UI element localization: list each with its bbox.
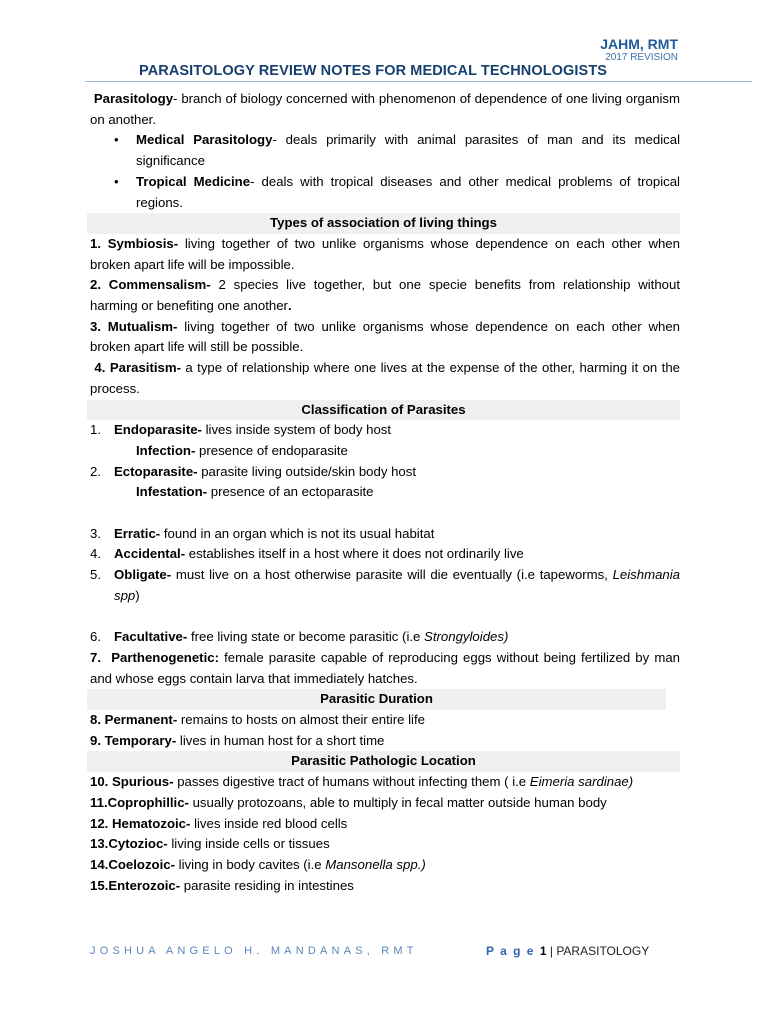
- term: Erratic-: [114, 525, 161, 541]
- definition: presence of endoparasite: [195, 442, 348, 458]
- header-author: JAHM, RMT: [600, 36, 678, 52]
- sub-item: [90, 482, 680, 503]
- list-item: [90, 834, 680, 855]
- term: 1. Symbiosis-: [90, 235, 179, 251]
- definition: passes digestive tract of humans without infecting them ( i.e: [173, 774, 530, 790]
- section-heading: Parasitic Pathologic Location: [87, 751, 680, 772]
- definition: lives inside system of body host: [201, 422, 392, 438]
- spacer: [90, 503, 680, 524]
- term: Infestation-: [136, 484, 208, 500]
- item-number: 1.: [90, 422, 101, 438]
- footer-author: JOSHUA ANGELO H. MANDANAS, RMT: [90, 945, 418, 957]
- definition: found in an organ which is not its usual habitat: [160, 525, 435, 541]
- definition: usually protozoans, able to multiply in fecal matter outside human body: [188, 794, 607, 810]
- definition: free living state or become parasitic (i.e: [187, 629, 425, 645]
- definition: - deals with tropical diseases and other medical problems of tropical regions.: [136, 173, 680, 210]
- term: 10. Spurious-: [90, 774, 174, 790]
- term: Obligate-: [114, 567, 172, 583]
- term: Ectoparasite-: [114, 463, 198, 479]
- bullet-icon: •: [114, 173, 119, 189]
- sub-item: [90, 441, 680, 462]
- definition: presence of an ectoparasite: [207, 484, 374, 500]
- list-item: [90, 172, 680, 213]
- page-label: [486, 944, 547, 958]
- term: 4. Parasitism-: [90, 360, 181, 376]
- term: 11.Coprophillic-: [90, 794, 189, 810]
- list-item: [90, 544, 680, 565]
- list-item: [90, 565, 680, 606]
- term: Facultative-: [114, 629, 188, 645]
- term: 8. Permanent-: [90, 712, 178, 728]
- list-item: [90, 814, 680, 835]
- document-body: [90, 89, 680, 896]
- definition: parasite living outside/skin body host: [197, 463, 417, 479]
- item-number: 5.: [90, 567, 101, 583]
- page-number: 1: [539, 944, 547, 958]
- header-rule: [85, 81, 752, 82]
- item-number: 3.: [90, 525, 101, 541]
- term: 13.Cytozioc-: [90, 836, 168, 852]
- list-item: [90, 731, 680, 752]
- definition: 2 species live together, but one specie benefits from relationship without harming or benefiting one another: [90, 277, 681, 314]
- term: Accidental-: [114, 546, 186, 562]
- term: 2. Commensalism-: [90, 277, 211, 293]
- term: Parasitology: [93, 91, 174, 106]
- list-item: [90, 317, 680, 358]
- definition: female parasite capable of reproducing eggs without being fertilized by man and whose eggs contain larva that immediately hatches.: [90, 649, 680, 686]
- closing-paren: ): [135, 587, 140, 603]
- list-item: [90, 130, 680, 171]
- definition: parasite residing in intestines: [180, 877, 354, 893]
- section-heading: Parasitic Duration: [87, 689, 666, 710]
- list-item: [90, 524, 680, 545]
- item-number: 4.: [90, 546, 101, 562]
- definition: living in body cavites (i.e: [175, 856, 326, 872]
- period: .: [287, 298, 292, 314]
- definition: lives in human host for a short time: [176, 732, 385, 748]
- bullet-icon: •: [114, 132, 119, 148]
- definition: - branch of biology concerned with phenomenon of dependence of one living organism on another.: [90, 91, 681, 127]
- intro-paragraph: [90, 89, 680, 130]
- section-heading: Types of association of living things: [87, 213, 680, 234]
- definition: must live on a host otherwise parasite will die eventually (i.e tapeworms,: [171, 567, 608, 583]
- definition: living together of two unlike organisms whose dependence on each other when broken apart life will be impossible.: [90, 235, 680, 272]
- list-item: [90, 793, 680, 814]
- list-item: [90, 627, 680, 648]
- list-item: [90, 855, 680, 876]
- species-name: Leishmania spp: [114, 567, 681, 603]
- item-number: 6.: [90, 629, 101, 645]
- list-item: [90, 648, 680, 689]
- term: 7. Parthenogenetic:: [90, 649, 219, 665]
- document-title: PARASITOLOGY REVIEW NOTES FOR MEDICAL TECHNOLOGISTS: [139, 63, 608, 79]
- list-item: [90, 876, 680, 897]
- definition: living inside cells or tissues: [167, 836, 330, 852]
- item-number: 2.: [90, 463, 101, 479]
- term: 3. Mutualism-: [90, 318, 178, 334]
- definition: establishes itself in a host where it does not ordinarily live: [185, 546, 524, 562]
- term: 15.Enterozoic-: [90, 877, 181, 893]
- footer-separator: |: [549, 944, 553, 958]
- list-item: [90, 275, 680, 316]
- species-name: Mansonella spp.): [325, 856, 426, 872]
- term: Tropical Medicine: [136, 173, 251, 189]
- term: 14.Coelozoic-: [90, 856, 176, 872]
- header-revision: 2017 REVISION: [605, 52, 678, 63]
- list-item: [90, 420, 680, 441]
- list-item: [90, 462, 680, 483]
- term: Medical Parasitology: [136, 132, 273, 148]
- term: 9. Temporary-: [90, 732, 177, 748]
- footer-subject: PARASITOLOGY: [556, 944, 650, 958]
- definition: lives inside red blood cells: [190, 815, 348, 831]
- definition: a type of relationship where one lives at the expense of the other, harming it on the process.: [90, 360, 681, 396]
- list-item: [90, 772, 680, 793]
- spacer: [90, 607, 680, 628]
- definition: - deals primarily with animal parasites of man and its medical significance: [136, 132, 680, 169]
- definition: remains to hosts on almost their entire life: [177, 712, 425, 728]
- page-label-text: P a g e: [486, 944, 535, 958]
- species-name: Eimeria sardinae): [529, 774, 634, 790]
- definition: living together of two unlike organisms whose dependence on each other when broken apart life will still be possible.: [90, 318, 680, 355]
- footer-page-info: [486, 944, 649, 958]
- term: Infection-: [136, 442, 196, 458]
- list-item: [90, 234, 680, 275]
- term: 12. Hematozoic-: [90, 815, 191, 831]
- term: Endoparasite-: [114, 422, 202, 438]
- section-heading: Classification of Parasites: [87, 400, 680, 421]
- list-item: [90, 710, 680, 731]
- species-name: Strongyloides): [424, 629, 509, 645]
- list-item: [90, 358, 680, 399]
